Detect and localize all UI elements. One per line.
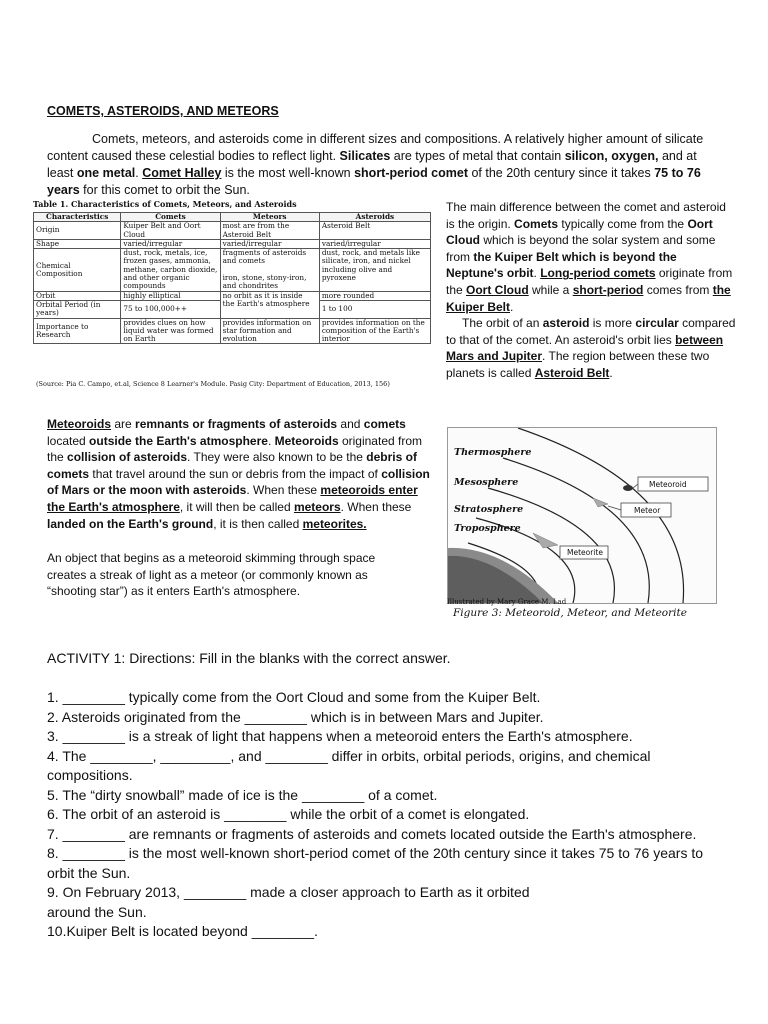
figure-caption: Figure 3: Meteoroid, Meteor, and Meteorite (453, 607, 687, 619)
table-cell: varied/irregular (121, 239, 220, 248)
table-cell: more rounded (319, 291, 430, 300)
figure-credit: Illustrated by Mary Grace M. Lad (447, 598, 567, 606)
table-cell: fragments of asteroids and comets iron, stone, stony-iron, and chondrites (220, 249, 319, 291)
question-item: 10.Kuiper Belt is located beyond ________. (47, 923, 318, 939)
troposphere-label: Troposphere (454, 523, 521, 534)
table-header: Asteroids (319, 213, 430, 222)
table-cell: 1 to 100 (319, 300, 430, 318)
meteor-streak-icon (593, 498, 608, 507)
table-cell: provides clues on how liquid water was formed on Earth (121, 318, 220, 344)
table-caption: Table 1. Characteristics of Comets, Meteors, and Asteroids (33, 199, 297, 209)
table-cell: provides information on star formation and evolution (220, 318, 319, 344)
table-cell: varied/irregular (319, 239, 430, 248)
table-cell: varied/irregular (220, 239, 319, 248)
meteoroids-paragraph: Meteoroids are remnants or fragments of asteroids and comets located outside the Earth's atmosphere. Meteoroids originated from the collision of asteroids. They were also known to be the debris of comets that travel around the sun or debris from the impact of collision of Mars or the moon with asteroids. When these meteoroids enter the Earth's atmosphere, it will then be called meteors. When these landed on the Earth's ground, it is then called meteorites. (47, 417, 430, 531)
mesosphere-label: Mesosphere (454, 477, 519, 488)
table-row (34, 222, 431, 240)
table-cell: Shape (34, 239, 121, 248)
characteristics-table (33, 212, 431, 344)
page-title: COMETS, ASTEROIDS, AND METEORS (47, 104, 279, 118)
table-cell: Orbit (34, 291, 121, 300)
table-row (34, 318, 431, 344)
table-header: Meteors (220, 213, 319, 222)
table-row (34, 249, 431, 291)
table-cell: Orbital Period (in years) (34, 300, 121, 318)
table-cell: most are from the Asteroid Belt (220, 222, 319, 240)
comet-asteroid-difference-text (446, 199, 736, 382)
question-item: 3. ________ is a streak of light that happens when a meteoroid enters the Earth's atmosphere. (47, 728, 633, 744)
atmosphere-figure (447, 427, 717, 604)
table-cell: no orbit as it is inside the Earth's atmosphere (220, 291, 319, 318)
table-cell: Kuiper Belt and Oort Cloud (121, 222, 220, 240)
activity-heading: ACTIVITY 1: Directions: Fill in the blanks with the correct answer. (47, 650, 451, 666)
table-cell: Chemical Composition (34, 249, 121, 291)
meteor-label: Meteor (634, 506, 661, 515)
intro-paragraph: Comets, meteors, and asteroids come in different sizes and compositions. A relatively higher amount of silicate content caused these celestial bodies to reflect light. Silicates are types of metal that contain silicon, oxygen, and at least one metal. Comet Halley is the most well-known short-period comet of the 20th century since it takes 75 to 76 years for this comet to orbit the Sun. (47, 132, 704, 197)
question-item: 8. ________ is the most well-known short-period comet of the 20th century since it takes 75 to 76 years to orbit the Sun. (47, 845, 704, 881)
stratosphere-label: Stratosphere (454, 504, 524, 515)
table-cell: Origin (34, 222, 121, 240)
thermosphere-label: Thermosphere (454, 447, 532, 458)
table-cell: Importance to Research (34, 318, 121, 344)
table-header: Characteristics (34, 213, 121, 222)
difference-paragraph: The main difference between the comet and asteroid is the origin. Comets typically come from the Oort Cloud which is beyond the solar system and some from the Kuiper Belt which is beyond the Neptune's orbit. Long-period comets originate from the Oort Cloud while a short-period comes from the Kuiper Belt. (446, 200, 733, 314)
table-cell: 75 to 100,000++ (121, 300, 220, 318)
question-item: 1. ________ typically come from the Oort Cloud and some from the Kuiper Belt. (47, 689, 541, 705)
table-source: (Source: Pia C. Campo, et.al, Science 8 Learner's Module. Pasig City: Department of Education, 2013, 156) (36, 380, 390, 388)
question-item: 5. The “dirty snowball” made of ice is the ________ of a comet. (47, 786, 438, 803)
table-cell: Asteroid Belt (319, 222, 430, 240)
table-cell: dust, rock, and metals like silicate, iron, and nickel including olive and pyroxene (319, 249, 430, 291)
question-item: 2. Asteroids originated from the ________ which is in between Mars and Jupiter. (47, 708, 544, 725)
table-cell: provides information on the composition of the Earth's interior (319, 318, 430, 344)
meteoroid-label: Meteoroid (649, 480, 687, 489)
shooting-star-paragraph: An object that begins as a meteoroid skimming through space creates a streak of light as a meteor (or commonly known as “shooting star”) as it enters Earth's atmosphere. (47, 551, 376, 599)
question-item: 4. The ________, _________, and ________ differ in orbits, orbital periods, origins, and chemical compositions. (47, 747, 651, 783)
table-header: Comets (121, 213, 220, 222)
asteroid-orbit-paragraph: The orbit of an asteroid is more circular compared to that of the comet. An asteroid's orbit lies between Mars and Jupiter. The region between these two planets is called Asteroid Belt. (446, 316, 736, 380)
question-item: 7. ________ are remnants or fragments of asteroids and comets located outside the Earth's atmosphere. (47, 825, 697, 842)
atmosphere-illustration (448, 428, 716, 603)
question-list (47, 688, 727, 942)
meteorite-label: Meteorite (567, 548, 603, 557)
table-cell: highly elliptical (121, 291, 220, 300)
table-cell: dust, rock, metals, ice, frozen gases, ammonia, methane, carbon dioxide, and other organic compounds (121, 249, 220, 291)
meteoroid-body-icon (623, 485, 633, 491)
question-item: 6. The orbit of an asteroid is ________ while the orbit of a comet is elongated. (47, 806, 530, 822)
question-item: 9. On February 2013, ________ made a closer approach to Earth as it orbited around the Sun. (47, 884, 530, 920)
